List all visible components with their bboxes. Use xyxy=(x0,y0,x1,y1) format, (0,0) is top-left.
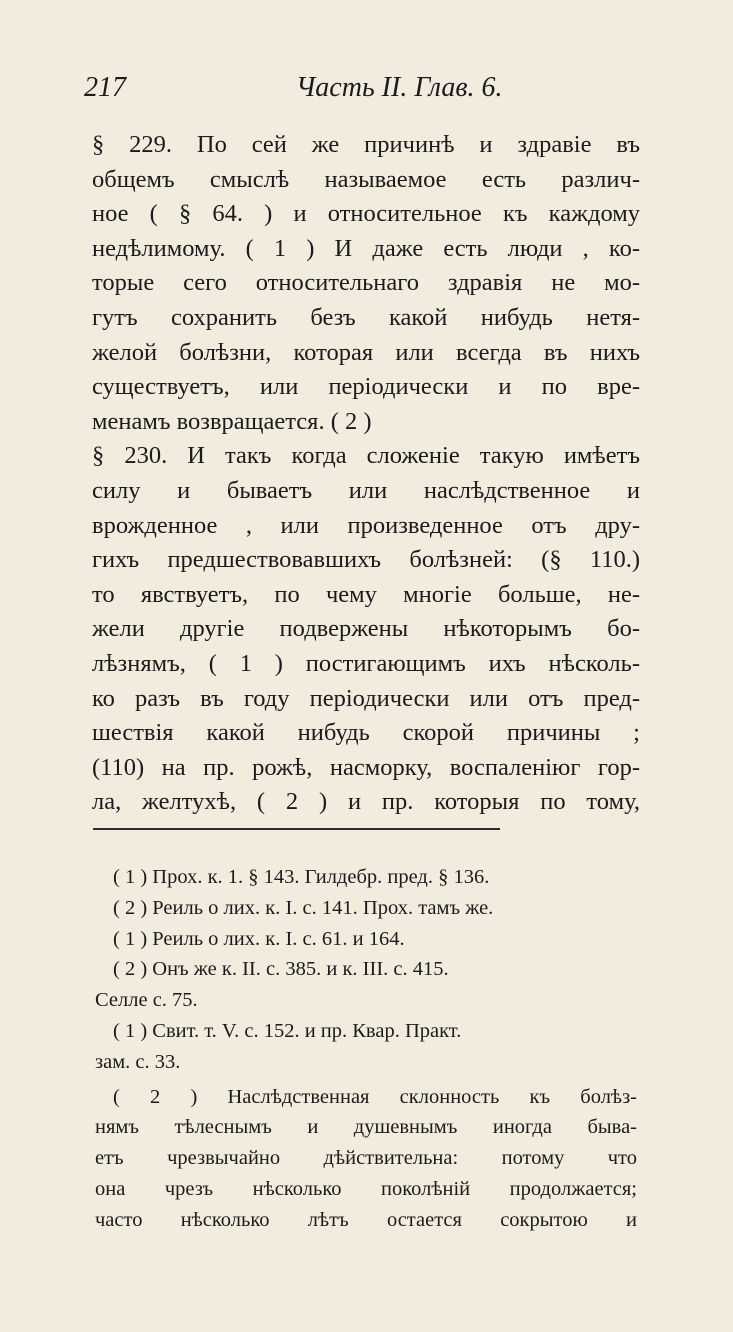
footnote-line: ( 1 ) Прох. к. 1. § 143. Гилдебр. пред. § 136. xyxy=(113,866,490,888)
footnote-line: часто нѣсколько лѣтъ остается сокрытою и xyxy=(95,1208,637,1231)
page-number: 217 xyxy=(84,72,126,103)
running-title: Часть II. Глав. 6. xyxy=(296,72,503,103)
text-line: (110) на пр. рожѣ, насморку, воспаленіюг гор- xyxy=(92,753,640,781)
text-line: недѣлимому. ( 1 ) И даже есть люди , ко- xyxy=(92,234,640,262)
text-line: § 229. По сей же причинѣ и здравіе въ xyxy=(92,131,640,158)
text-line: лѣзнямъ, ( 1 ) постигающимъ ихъ нѣсколь- xyxy=(92,649,640,677)
footnote-line: зам. с. 33. xyxy=(95,1050,181,1073)
footnote-line: нямъ тѣлеснымъ и душевнымъ иногда быва- xyxy=(95,1116,637,1139)
text-line: гихъ предшествовавшихъ болѣзней: (§ 110.) xyxy=(92,546,640,574)
text-line: жели другіе подвержены нѣкоторымъ бо- xyxy=(92,615,640,643)
footnote-line: ( 2 ) Реиль о лих. к. I. с. 141. Прох. тамъ же. xyxy=(113,896,494,919)
text-line: шествія какой нибудь скорой причины ; xyxy=(92,719,640,747)
text-line: гутъ сохранить безъ какой нибудь нетя- xyxy=(92,303,640,331)
footnote-line: ( 2 ) Онъ же к. II. с. 385. и к. III. с. 415. xyxy=(113,958,449,981)
footnote-line: ( 1 ) Реиль о лих. к. I. с. 61. и 164. xyxy=(113,927,405,950)
text-line: ное ( § 64. ) и относительное къ каждому xyxy=(92,200,640,228)
text-line: врожденное , или произведенное отъ дру- xyxy=(92,511,640,539)
text-line: то явствуетъ, по чему многіе больше, не- xyxy=(92,580,640,608)
text-line: существуетъ, или періодически и по вре- xyxy=(92,373,640,401)
footnote-line: ( 1 ) Свит. т. V. с. 152. и пр. Квар. Практ. xyxy=(113,1019,462,1042)
footnote-line: Селле с. 75. xyxy=(95,989,198,1012)
footnotes xyxy=(95,862,637,1236)
footnote-line: ( 2 ) Наслѣдственная склонность къ болѣз- xyxy=(113,1085,637,1108)
text-line: менамъ возвращается. ( 2 ) xyxy=(92,407,372,435)
text-line: желой болѣзни, которая или всегда въ нихъ xyxy=(92,338,640,366)
text-line: общемъ смыслѣ называемое есть различ- xyxy=(92,165,640,193)
text-line: силу и бываетъ или наслѣдственное и xyxy=(92,476,640,504)
footnote-line: етъ чрезвычайно дѣйствительна: потому что xyxy=(95,1147,637,1170)
footnote-line: она чрезъ нѣсколько поколѣній продолжается; xyxy=(95,1177,637,1200)
text-line: торые сего относительнаго здравія не мо- xyxy=(92,269,640,297)
text-line: § 230. И такъ когда сложеніе такую имѣетъ xyxy=(92,442,640,470)
text-line: ла, желтухѣ, ( 2 ) и пр. которыя по тому, xyxy=(92,788,640,816)
text-line: ко разъ въ году періодически или отъ пред- xyxy=(92,684,640,712)
page-header xyxy=(78,72,638,112)
main-text xyxy=(92,128,640,820)
footnote-divider xyxy=(93,828,500,830)
